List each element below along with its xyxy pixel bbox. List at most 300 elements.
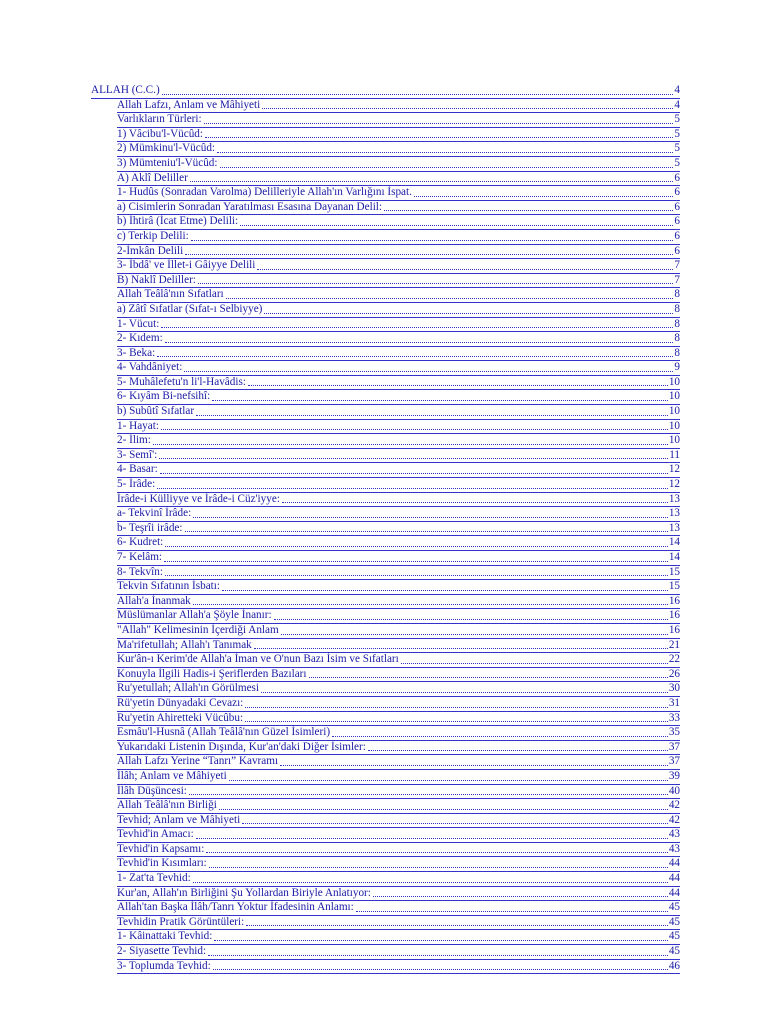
- toc-entry-title: Allah'tan Başka İlâh/Tanrı Yoktur İfadesinin Anlamı:: [117, 901, 354, 914]
- toc-entry[interactable]: [117, 726, 680, 741]
- toc-entry-title: Ru'yetullah; Allah'ın Görülmesi: [117, 682, 259, 695]
- toc-entry-page-number: 14: [668, 551, 680, 563]
- toc-entry-link[interactable]: [117, 566, 680, 581]
- toc-dot-leader: [212, 399, 668, 401]
- toc-dot-leader: [153, 443, 668, 445]
- toc-entry-link[interactable]: [117, 668, 680, 683]
- toc-entry-page-number: 13: [668, 492, 680, 505]
- toc-dot-leader: [217, 151, 673, 153]
- toc-entry[interactable]: [117, 668, 680, 683]
- toc-dot-leader: [198, 282, 673, 284]
- toc-entry-page-number: 10: [668, 390, 680, 403]
- toc-entry[interactable]: [117, 99, 680, 114]
- toc-entry-title: Tevhid'in Amacı:: [117, 828, 194, 841]
- toc-entry[interactable]: [117, 843, 680, 858]
- toc-entry-title: 3- Semî':: [117, 448, 158, 461]
- toc-entry-link[interactable]: [117, 785, 680, 800]
- toc-entry-link[interactable]: [117, 653, 680, 668]
- toc-entry-link[interactable]: [117, 493, 680, 508]
- toc-entry[interactable]: [117, 449, 680, 464]
- toc-entry-title: 3- Beka:: [117, 346, 156, 359]
- toc-entry-page-number: 39: [668, 769, 680, 782]
- toc-dot-leader: [193, 881, 668, 883]
- toc-entry[interactable]: [117, 580, 680, 595]
- toc-entry-title: a- Tekvinî İrâde:: [117, 507, 192, 520]
- toc-entry-title: Kur'an, Allah'ın Birliğini Şu Yollardan Biriyle Anlatıyor:: [117, 886, 371, 899]
- toc-entry-link[interactable]: [117, 259, 680, 274]
- toc-entry[interactable]: [117, 186, 680, 201]
- toc-entry-page-number: 6: [674, 171, 680, 184]
- toc-entry[interactable]: [117, 770, 680, 785]
- toc-entry-title: 2) Mümkinu'l-Vücûd:: [117, 142, 216, 155]
- toc-entry[interactable]: [117, 785, 680, 800]
- toc-entry-link[interactable]: [117, 128, 680, 143]
- toc-dot-leader: [229, 779, 668, 781]
- toc-entry-title: b) İhtirâ (İcat Etme) Delili:: [117, 215, 239, 228]
- toc-entry-title: 4- Basar:: [117, 463, 158, 476]
- toc-entry-page-number: 5: [674, 127, 680, 140]
- toc-entry-page-number: 40: [668, 784, 680, 797]
- toc-dot-leader: [193, 603, 668, 605]
- toc-entry-title: 6- Kudret:: [117, 536, 164, 549]
- toc-entry-page-number: 8: [674, 302, 680, 315]
- toc-entry-link[interactable]: [117, 142, 680, 157]
- toc-entry-title: Tevhid'in Kısımları:: [117, 857, 207, 870]
- toc-entry[interactable]: [117, 172, 680, 187]
- toc-entry-title: 3- Toplumda Tevhid:: [117, 959, 211, 972]
- toc-entry-title: Allah Lafzı, Anlam ve Mâhiyeti: [117, 98, 261, 111]
- toc-entry-page-number: 8: [674, 346, 680, 359]
- toc-entry-title: Allah Teâlâ'nın Sıfatları: [117, 288, 224, 301]
- toc-entry-link[interactable]: [117, 361, 680, 376]
- toc-entry-link[interactable]: [117, 697, 680, 712]
- toc-entry-page-number: 12: [668, 478, 680, 491]
- toc-dot-leader: [264, 312, 673, 314]
- toc-entry-page-number: 5: [674, 113, 680, 126]
- toc-entry-link[interactable]: [117, 872, 680, 887]
- toc-entry-link[interactable]: [117, 828, 680, 843]
- toc-entry-title: 3- İbdâ' ve İllet-i Gâiyye Delili: [117, 259, 256, 272]
- toc-dot-leader: [368, 749, 668, 751]
- toc-entry[interactable]: [117, 215, 680, 230]
- toc-entry-title: Varlıkların Türleri:: [117, 113, 202, 126]
- toc-dot-leader: [214, 939, 667, 941]
- toc-entry-title: Ru'yetin Ahiretteki Vücûbu:: [117, 711, 244, 724]
- toc-entry-title: İlâh Düşüncesi:: [117, 784, 187, 797]
- toc-entry-page-number: 44: [668, 857, 680, 870]
- toc-entry-title: 2- Kıdem:: [117, 332, 163, 345]
- toc-dot-leader: [281, 633, 668, 635]
- toc-entry-link[interactable]: [117, 522, 680, 537]
- toc-dot-leader: [240, 224, 673, 226]
- toc-entry-page-number: 43: [668, 828, 680, 841]
- toc-entry-title: c) Terkip Delili:: [117, 229, 189, 242]
- toc-entry-link[interactable]: [117, 507, 680, 522]
- toc-entry-link[interactable]: [117, 332, 680, 347]
- toc-entry-page-number: 16: [668, 594, 680, 607]
- toc-entry-page-number: 5: [674, 156, 680, 169]
- toc-entry[interactable]: [117, 405, 680, 420]
- toc-dot-leader: [184, 370, 673, 372]
- toc-entry-page-number: 10: [668, 434, 680, 447]
- toc-entry-page-number: 37: [668, 740, 680, 753]
- toc-entry-page-number: 9: [674, 361, 680, 374]
- toc-entry-page-number: 13: [668, 507, 680, 520]
- toc-dot-leader: [165, 545, 668, 547]
- toc-entry-page-number: 26: [668, 667, 680, 680]
- table-of-contents: [0, 84, 768, 974]
- toc-entry-title: Rü'yetin Dünyadaki Cevazı:: [117, 696, 244, 709]
- toc-entry-title: 5- İrâde:: [117, 478, 156, 491]
- toc-entry-title: Kur'ân-ı Kerim'de Allah'a İman ve O'nun Bazı İsim ve Sıfatları: [117, 653, 399, 666]
- toc-entry-page-number: 12: [668, 463, 680, 476]
- toc-entry-link[interactable]: [117, 99, 680, 114]
- toc-entry[interactable]: [117, 916, 680, 931]
- toc-entry[interactable]: [117, 741, 680, 756]
- toc-entry-link[interactable]: [117, 814, 680, 829]
- toc-dot-leader: [373, 895, 668, 897]
- toc-entry-page-number: 21: [668, 638, 680, 651]
- toc-entry-title: 6- Kıyâm Bi-nefsihî:: [117, 390, 211, 403]
- toc-entry-title: ALLAH (C.C.): [91, 84, 160, 96]
- toc-entry-title: "Allah" Kelimesinin İçerdiği Anlam: [117, 623, 279, 636]
- toc-entry[interactable]: [117, 128, 680, 143]
- toc-entry-page-number: 4: [674, 98, 680, 111]
- toc-entry-link[interactable]: [117, 960, 680, 975]
- toc-entry[interactable]: [117, 697, 680, 712]
- toc-entry[interactable]: [91, 84, 680, 99]
- toc-dot-leader: [309, 676, 668, 678]
- toc-entry-link[interactable]: [117, 726, 680, 741]
- toc-entry-page-number: 45: [668, 930, 680, 943]
- toc-entry-link[interactable]: [117, 157, 680, 172]
- toc-entry-page-number: 42: [668, 813, 680, 826]
- toc-entry-page-number: 43: [668, 842, 680, 855]
- toc-entry-link[interactable]: [117, 901, 680, 916]
- toc-dot-leader: [205, 136, 673, 138]
- toc-entry-link[interactable]: [117, 420, 680, 435]
- toc-entry-page-number: 11: [669, 448, 680, 461]
- toc-entry-title: İlâh; Anlam ve Mâhiyeti: [117, 769, 227, 782]
- toc-entry-link[interactable]: [117, 770, 680, 785]
- toc-dot-leader: [242, 822, 668, 824]
- toc-entry-link[interactable]: [117, 230, 680, 245]
- toc-entry-title: 1) Vâcibu'l-Vücûd:: [117, 127, 204, 140]
- toc-entry-page-number: 14: [668, 536, 680, 549]
- toc-entry-link[interactable]: [117, 536, 680, 551]
- toc-entry-link[interactable]: [91, 84, 680, 99]
- toc-entry[interactable]: [117, 609, 680, 624]
- toc-entry-title: Esmâu'l-Husnâ (Allah Teâlâ'nın Güzel İsimleri): [117, 726, 331, 739]
- toc-dot-leader: [274, 618, 668, 620]
- toc-entry-title: 3) Mümteniu'l-Vücûd:: [117, 156, 218, 169]
- toc-entry-link[interactable]: [117, 434, 680, 449]
- toc-entry-title: İrâde-i Külliyye ve İrâde-i Cüz'iyye:: [117, 492, 280, 505]
- toc-dot-leader: [282, 501, 668, 503]
- toc-entry-link[interactable]: [117, 551, 680, 566]
- toc-entry-link[interactable]: [117, 201, 680, 216]
- toc-entry[interactable]: [117, 376, 680, 391]
- toc-entry-page-number: 10: [668, 419, 680, 432]
- toc-entry[interactable]: [117, 624, 680, 639]
- toc-entry-link[interactable]: [117, 712, 680, 727]
- toc-entry-page-number: 7: [674, 273, 680, 286]
- toc-dot-leader: [206, 851, 668, 853]
- toc-entry-title: Allah Lafzı Yerine “Tanrı” Kavramı: [117, 755, 279, 768]
- toc-entry-link[interactable]: [117, 172, 680, 187]
- toc-entry-title: 1- Kâinattaki Tevhid:: [117, 930, 213, 943]
- toc-dot-leader: [161, 326, 673, 328]
- toc-entry[interactable]: [117, 259, 680, 274]
- toc-entry[interactable]: [117, 960, 680, 975]
- toc-entry-page-number: 8: [674, 317, 680, 330]
- toc-dot-leader: [226, 297, 674, 299]
- toc-dot-leader: [384, 209, 673, 211]
- toc-entry-link[interactable]: [117, 478, 680, 493]
- toc-entry-link[interactable]: [117, 741, 680, 756]
- toc-entry[interactable]: [117, 463, 680, 478]
- toc-entry-page-number: 45: [668, 915, 680, 928]
- toc-entry-title: Tevhid; Anlam ve Mâhiyeti: [117, 813, 241, 826]
- toc-entry[interactable]: [117, 507, 680, 522]
- toc-entry-title: 1- Hudûs (Sonradan Varolma) Delilleriyle Allah'ın Varlığını İspat.: [117, 186, 412, 199]
- toc-dot-leader: [254, 647, 668, 649]
- toc-entry[interactable]: [117, 653, 680, 668]
- toc-entry-link[interactable]: [117, 288, 680, 303]
- toc-entry[interactable]: [117, 303, 680, 318]
- toc-entry-page-number: 44: [668, 886, 680, 899]
- toc-dot-leader: [257, 268, 673, 270]
- toc-entry[interactable]: [117, 274, 680, 289]
- toc-dot-leader: [196, 837, 668, 839]
- toc-dot-leader: [189, 793, 668, 795]
- toc-entry-link[interactable]: [117, 303, 680, 318]
- toc-entry-link[interactable]: [117, 843, 680, 858]
- toc-entry-link[interactable]: [117, 639, 680, 654]
- toc-entry[interactable]: [117, 230, 680, 245]
- toc-entry-page-number: 10: [668, 405, 680, 418]
- toc-entry-title: 5- Muhâlefetu'n li'l-Havâdis:: [117, 375, 246, 388]
- toc-dot-leader: [213, 968, 668, 970]
- toc-entry-title: Müslümanlar Allah'a Şöyle İnanır:: [117, 609, 272, 622]
- toc-entry[interactable]: [117, 799, 680, 814]
- toc-dot-leader: [185, 253, 673, 255]
- toc-entry[interactable]: [117, 857, 680, 872]
- toc-dot-leader: [157, 487, 668, 489]
- toc-dot-leader: [162, 93, 674, 95]
- toc-entry-link[interactable]: [117, 580, 680, 595]
- toc-entry[interactable]: [117, 595, 680, 610]
- toc-entry-link[interactable]: [117, 930, 680, 945]
- toc-entry-page-number: 35: [668, 726, 680, 739]
- toc-dot-leader: [414, 195, 674, 197]
- toc-entry-title: Konuyla İlgili Hadis-i Şeriflerden Bazıları: [117, 667, 307, 680]
- toc-entry-title: Allah'a İnanmak: [117, 594, 191, 607]
- toc-entry[interactable]: [117, 814, 680, 829]
- toc-entry-link[interactable]: [117, 449, 680, 464]
- toc-entry-title: Tevhidin Pratik Görüntüleri:: [117, 915, 245, 928]
- toc-entry-link[interactable]: [117, 215, 680, 230]
- toc-dot-leader: [196, 414, 668, 416]
- toc-entry-link[interactable]: [117, 463, 680, 478]
- toc-entry[interactable]: [117, 420, 680, 435]
- toc-entry-title: b) Subûtî Sıfatlar: [117, 405, 195, 418]
- toc-entry-page-number: 4: [674, 84, 680, 96]
- toc-dot-leader: [165, 341, 674, 343]
- toc-dot-leader: [208, 954, 668, 956]
- toc-entry-page-number: 42: [668, 799, 680, 812]
- toc-entry-page-number: 6: [674, 229, 680, 242]
- toc-dot-leader: [245, 706, 668, 708]
- toc-entry[interactable]: [117, 551, 680, 566]
- toc-entry-title: b- Teşrîi irâde:: [117, 521, 183, 534]
- toc-entry-link[interactable]: [117, 245, 680, 260]
- toc-entry-page-number: 45: [668, 945, 680, 958]
- toc-entry-page-number: 7: [674, 259, 680, 272]
- toc-entry[interactable]: [117, 887, 680, 902]
- toc-entry-link[interactable]: [117, 755, 680, 770]
- toc-entry[interactable]: [117, 493, 680, 508]
- toc-entry-title: 4- Vahdâniyet:: [117, 361, 183, 374]
- toc-entry[interactable]: [117, 201, 680, 216]
- toc-entry-title: Tekvin Sıfatının İsbatı:: [117, 580, 220, 593]
- toc-entry[interactable]: [117, 113, 680, 128]
- toc-dot-leader: [262, 107, 673, 109]
- toc-entry[interactable]: [117, 157, 680, 172]
- toc-entry-page-number: 31: [668, 696, 680, 709]
- toc-entry[interactable]: [117, 245, 680, 260]
- toc-dot-leader: [220, 166, 674, 168]
- toc-entry-link[interactable]: [117, 595, 680, 610]
- toc-entry-link[interactable]: [117, 916, 680, 931]
- toc-entry[interactable]: [117, 872, 680, 887]
- toc-entry-title: 1- Vücut:: [117, 317, 160, 330]
- toc-entry[interactable]: [117, 712, 680, 727]
- toc-entry-title: 2- İlim:: [117, 434, 151, 447]
- toc-entry-link[interactable]: [117, 274, 680, 289]
- toc-entry-title: 8- Tekvîn:: [117, 565, 163, 578]
- toc-entry-title: a) Cisimlerin Sonradan Yaratılması Esasına Dayanan Delil:: [117, 200, 383, 213]
- toc-dot-leader: [401, 662, 668, 664]
- toc-entry-title: 1- Zat'ta Tevhid:: [117, 872, 191, 885]
- toc-entry-link[interactable]: [117, 624, 680, 639]
- toc-dot-leader: [164, 560, 668, 562]
- toc-entry-title: Yukarıdaki Listenin Dışında, Kur'an'daki Diğer İsimler:: [117, 740, 366, 753]
- toc-entry[interactable]: [117, 522, 680, 537]
- toc-entry-page-number: 13: [668, 521, 680, 534]
- toc-dot-leader: [190, 180, 674, 182]
- toc-entry-page-number: 22: [668, 653, 680, 666]
- toc-entry-page-number: 45: [668, 901, 680, 914]
- toc-entry[interactable]: [117, 347, 680, 362]
- toc-entry-page-number: 8: [674, 332, 680, 345]
- toc-entry[interactable]: [117, 901, 680, 916]
- toc-entry-title: Tevhid'in Kapsamı:: [117, 842, 205, 855]
- toc-dot-leader: [261, 691, 668, 693]
- toc-entry-page-number: 46: [668, 959, 680, 972]
- toc-entry-title: 7- Kelâm:: [117, 551, 163, 563]
- toc-entry-link[interactable]: [117, 682, 680, 697]
- toc-entry-page-number: 6: [674, 244, 680, 257]
- toc-dot-leader: [222, 589, 668, 591]
- toc-entry[interactable]: [117, 361, 680, 376]
- toc-dot-leader: [161, 428, 668, 430]
- toc-entry[interactable]: [117, 566, 680, 581]
- toc-entry-title: A) Aklî Deliller: [117, 171, 188, 184]
- toc-dot-leader: [204, 122, 674, 124]
- toc-entry-link[interactable]: [117, 609, 680, 624]
- toc-dot-leader: [280, 764, 668, 766]
- toc-entry-page-number: 15: [668, 580, 680, 593]
- toc-entry-link[interactable]: [117, 390, 680, 405]
- toc-dot-leader: [219, 808, 668, 810]
- toc-entry[interactable]: [117, 318, 680, 333]
- toc-dot-leader: [191, 239, 674, 241]
- toc-entry-title: 2-İmkân Delili: [117, 244, 184, 257]
- toc-dot-leader: [165, 574, 668, 576]
- toc-entry[interactable]: [117, 945, 680, 960]
- toc-dot-leader: [248, 384, 668, 386]
- toc-entry-link[interactable]: [117, 799, 680, 814]
- toc-entry-page-number: 6: [674, 215, 680, 228]
- toc-dot-leader: [246, 924, 668, 926]
- toc-entry[interactable]: [117, 434, 680, 449]
- toc-entry[interactable]: [117, 828, 680, 843]
- toc-entry-link[interactable]: [117, 113, 680, 128]
- toc-entry[interactable]: [117, 332, 680, 347]
- toc-entry[interactable]: [117, 930, 680, 945]
- toc-entry-title: a) Zâtî Sıfatlar (Sıfat-ı Selbiyye): [117, 302, 263, 315]
- toc-entry-link[interactable]: [117, 405, 680, 420]
- toc-entry-page-number: 16: [668, 623, 680, 636]
- toc-entry[interactable]: [117, 755, 680, 770]
- toc-entry-link[interactable]: [117, 945, 680, 960]
- toc-entry-title: Ma'rifetullah; Allah'ı Tanımak: [117, 638, 252, 651]
- toc-entry-link[interactable]: [117, 186, 680, 201]
- toc-entry-page-number: 33: [668, 711, 680, 724]
- toc-entry-page-number: 37: [668, 755, 680, 768]
- toc-entry-page-number: 5: [674, 142, 680, 155]
- toc-entry[interactable]: [117, 639, 680, 654]
- toc-entry[interactable]: [117, 390, 680, 405]
- toc-dot-leader: [245, 720, 668, 722]
- toc-entry[interactable]: [117, 142, 680, 157]
- toc-dot-leader: [157, 355, 673, 357]
- toc-entry-link[interactable]: [117, 318, 680, 333]
- toc-entry-page-number: 6: [674, 200, 680, 213]
- toc-entry-page-number: 15: [668, 565, 680, 578]
- toc-entry-page-number: 30: [668, 682, 680, 695]
- toc-dot-leader: [209, 866, 668, 868]
- toc-dot-leader: [356, 910, 668, 912]
- toc-dot-leader: [185, 530, 668, 532]
- toc-entry[interactable]: [117, 536, 680, 551]
- toc-entry-title: 2- Siyasette Tevhid:: [117, 945, 207, 958]
- toc-entry[interactable]: [117, 682, 680, 697]
- toc-entry-page-number: 16: [668, 609, 680, 622]
- toc-entry-link[interactable]: [117, 347, 680, 362]
- toc-entry-link[interactable]: [117, 887, 680, 902]
- toc-entry-page-number: 44: [668, 872, 680, 885]
- toc-entry-title: 1- Hayat:: [117, 419, 159, 432]
- toc-entry-page-number: 8: [674, 288, 680, 301]
- toc-entry-link[interactable]: [117, 376, 680, 391]
- toc-entry[interactable]: [117, 288, 680, 303]
- toc-entry[interactable]: [117, 478, 680, 493]
- toc-entry-link[interactable]: [117, 857, 680, 872]
- toc-entry-title: Allah Teâlâ'nın Birliği: [117, 799, 217, 812]
- toc-dot-leader: [159, 457, 668, 459]
